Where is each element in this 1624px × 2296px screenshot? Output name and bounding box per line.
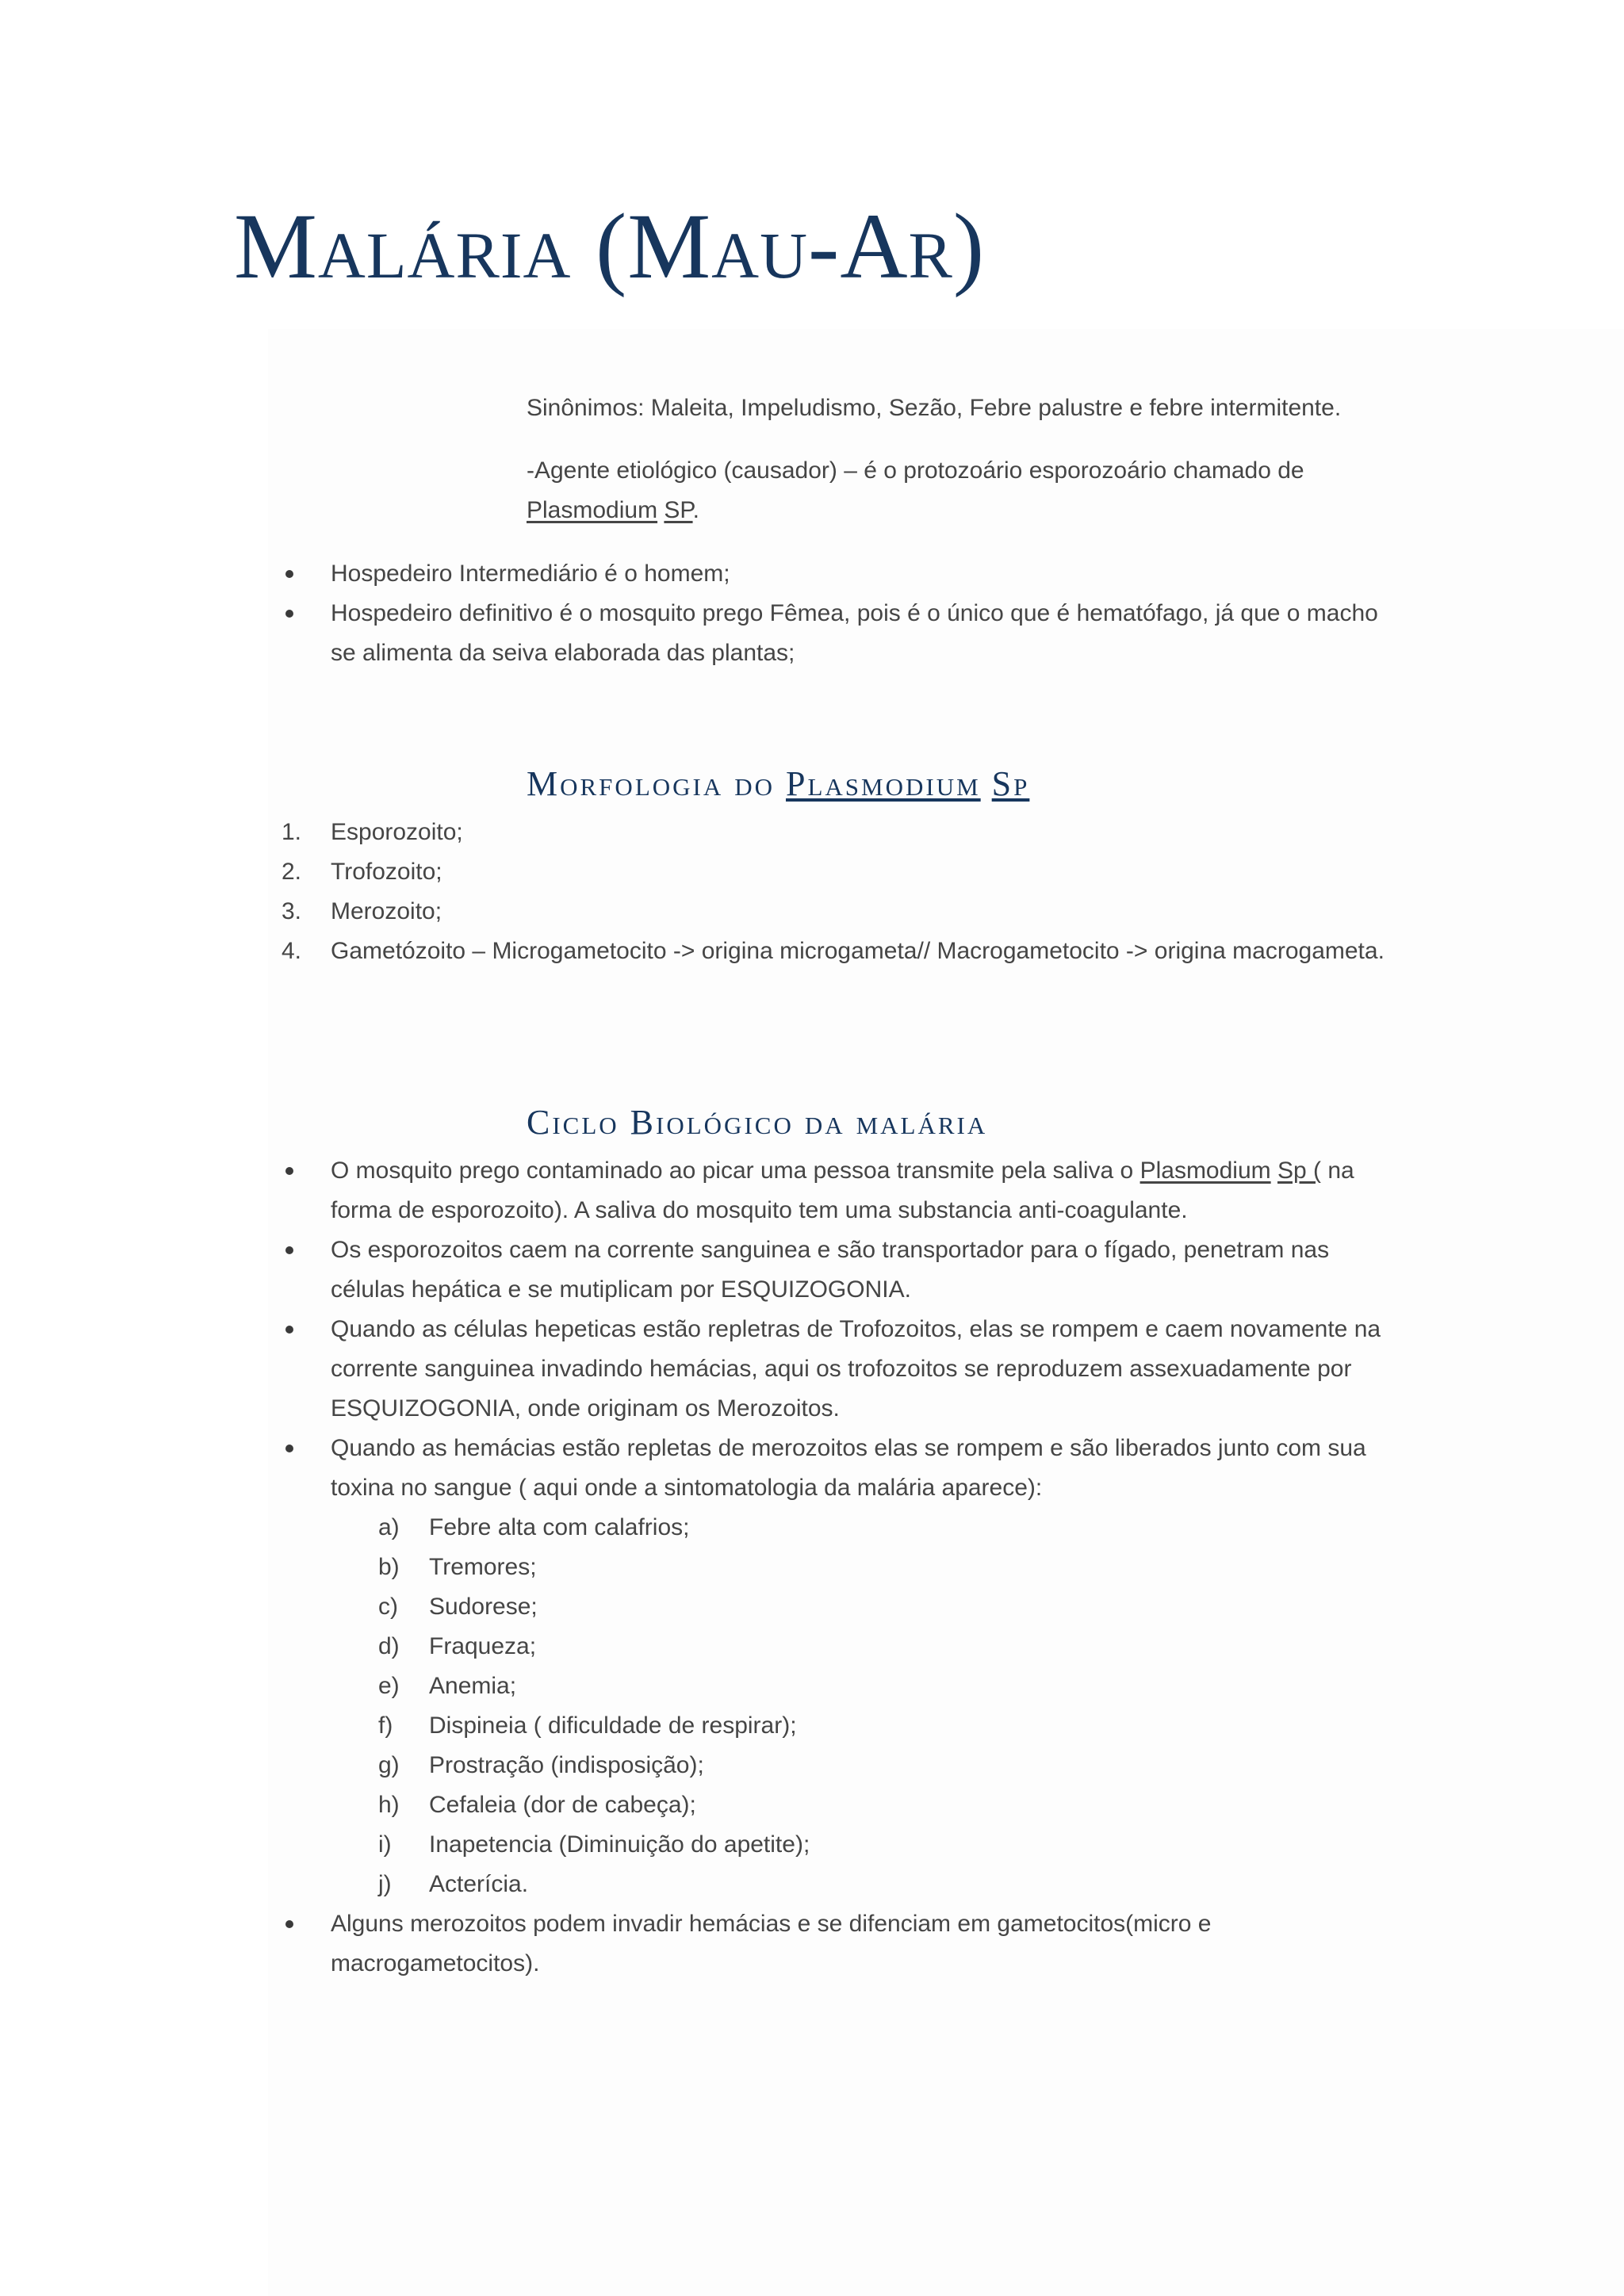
symptom-text: Inapetencia (Diminuição do apetite); — [429, 1831, 810, 1858]
list-item — [0, 1151, 1393, 1230]
list-item-text: Hospedeiro definitivo é o mosquito prego Fêmea, pois é o único que é hematófago, já que o macho se alimenta da seiva elaborada das plantas; — [331, 600, 1378, 666]
symptom-text: Tremores; — [429, 1554, 537, 1580]
symptom-text: Dispineia ( dificuldade de respirar); — [429, 1712, 797, 1739]
host-bullet-list — [0, 554, 1624, 673]
list-item-text: Merozoito; — [331, 898, 442, 924]
symptom-item — [331, 1587, 1222, 1627]
list-item — [0, 852, 1393, 892]
symptom-letter: c) — [378, 1594, 398, 1620]
symptom-letter: d) — [378, 1633, 400, 1659]
symptom-letter: h) — [378, 1792, 400, 1818]
morphology-numbered-list — [0, 813, 1624, 971]
symptom-letter: f) — [378, 1712, 393, 1739]
list-item — [0, 892, 1393, 932]
bullet-icon — [285, 1445, 293, 1452]
symptom-item — [331, 1706, 1222, 1746]
symptom-item — [331, 1627, 1222, 1667]
symptom-text: Fraqueza; — [429, 1633, 537, 1659]
bullet-icon — [285, 1326, 293, 1334]
etiologic-agent-paragraph — [527, 451, 1415, 530]
list-number: 1. — [282, 819, 302, 845]
symptom-text: Prostração (indisposição); — [429, 1752, 704, 1778]
list-number: 3. — [282, 898, 302, 924]
list-item-text: O mosquito prego contaminado ao picar uma pessoa transmite pela saliva o — [331, 1158, 1134, 1184]
symptom-letter: e) — [378, 1673, 400, 1699]
list-item-text: na forma de esporozoito). A saliva do mosquito tem uma substancia anti-coagulante. — [331, 1158, 1354, 1223]
plasmodium-species: SP — [664, 497, 693, 523]
symptom-item — [331, 1667, 1222, 1706]
bullet-icon — [285, 610, 293, 618]
list-item — [0, 554, 1393, 594]
symptom-letter: b) — [378, 1554, 400, 1580]
symptom-letter: j) — [378, 1871, 392, 1897]
symptom-letter: g) — [378, 1752, 400, 1778]
list-number: 4. — [282, 938, 302, 964]
list-item — [0, 813, 1393, 852]
list-item-text: Os esporozoitos caem na corrente sanguinea e são transportador para o fígado, penetram nas células hepática e se mutiplicam por ESQUIZOGONIA. — [331, 1237, 1330, 1303]
morphology-heading-genus: Plasmodium — [786, 764, 981, 803]
list-item — [0, 1310, 1393, 1429]
symptom-text: Anemia; — [429, 1673, 517, 1699]
bullet-icon — [285, 570, 293, 578]
list-item — [0, 1230, 1393, 1310]
cycle-bullet-list — [0, 1151, 1624, 1984]
list-item — [0, 1904, 1393, 1984]
biological-cycle-heading: Ciclo Biológico da malária — [527, 1103, 988, 1142]
morphology-heading-text: Morfologia do — [527, 764, 776, 803]
bullet-icon — [285, 1167, 293, 1175]
bullet-icon — [285, 1246, 293, 1254]
plasmodium-species: Sp ( — [1277, 1158, 1322, 1184]
list-item-text: Alguns merozoitos podem invadir hemácias e se difenciam em gametocitos(micro e macrogametocitos). — [331, 1911, 1212, 1976]
plasmodium-genus: Plasmodium — [527, 497, 658, 523]
symptom-text: Acterícia. — [429, 1871, 529, 1897]
symptom-item — [331, 1785, 1222, 1825]
symptom-item — [331, 1548, 1222, 1587]
bullet-icon — [285, 1920, 293, 1928]
list-item — [0, 594, 1393, 673]
symptom-text: Cefaleia (dor de cabeça); — [429, 1792, 696, 1818]
morphology-heading — [527, 764, 1029, 804]
sentence-end: . — [692, 497, 699, 523]
list-item-text: Quando as hemácias estão repletas de merozoitos elas se rompem e são liberados junto com sua toxina no sangue ( aqui onde a sintomatologia da malária aparece): — [331, 1435, 1366, 1501]
list-item — [0, 932, 1393, 971]
list-item-text: Gametózoito – Microgametocito -> origina microgameta// Macrogametocito -> origina macrogameta. — [331, 938, 1385, 964]
symptoms-list — [331, 1508, 1393, 1904]
list-item — [0, 1429, 1393, 1904]
etiologic-agent-text: -Agente etiológico (causador) – é o protozoário esporozoário chamado de — [527, 457, 1304, 484]
list-item-text: Quando as células hepeticas estão repletras de Trofozoitos, elas se rompem e caem novamente na corrente sanguinea invadindo hemácias, aqui os trofozoitos se reproduzem assexuadamente por ESQUIZOGONIA, onde originam os Merozoitos. — [331, 1316, 1381, 1422]
symptom-item — [331, 1746, 1222, 1785]
symptom-item — [331, 1825, 1222, 1865]
synonyms-paragraph: Sinônimos: Maleita, Impeludismo, Sezão, Febre palustre e febre intermitente. — [527, 395, 1342, 421]
list-item-text: Trofozoito; — [331, 859, 442, 885]
symptom-item — [331, 1865, 1222, 1904]
list-item-text: Esporozoito; — [331, 819, 463, 845]
morphology-heading-species: Sp — [991, 764, 1030, 803]
plasmodium-genus: Plasmodium — [1139, 1158, 1271, 1184]
symptom-item — [331, 1508, 1222, 1548]
symptom-letter: a) — [378, 1514, 400, 1540]
symptom-text: Febre alta com calafrios; — [429, 1514, 690, 1540]
list-item-text: Hospedeiro Intermediário é o homem; — [331, 561, 730, 587]
document-title: Malária (Mau-Ar) — [234, 194, 986, 298]
symptom-letter: i) — [378, 1831, 392, 1858]
list-number: 2. — [282, 859, 302, 885]
symptom-text: Sudorese; — [429, 1594, 538, 1620]
